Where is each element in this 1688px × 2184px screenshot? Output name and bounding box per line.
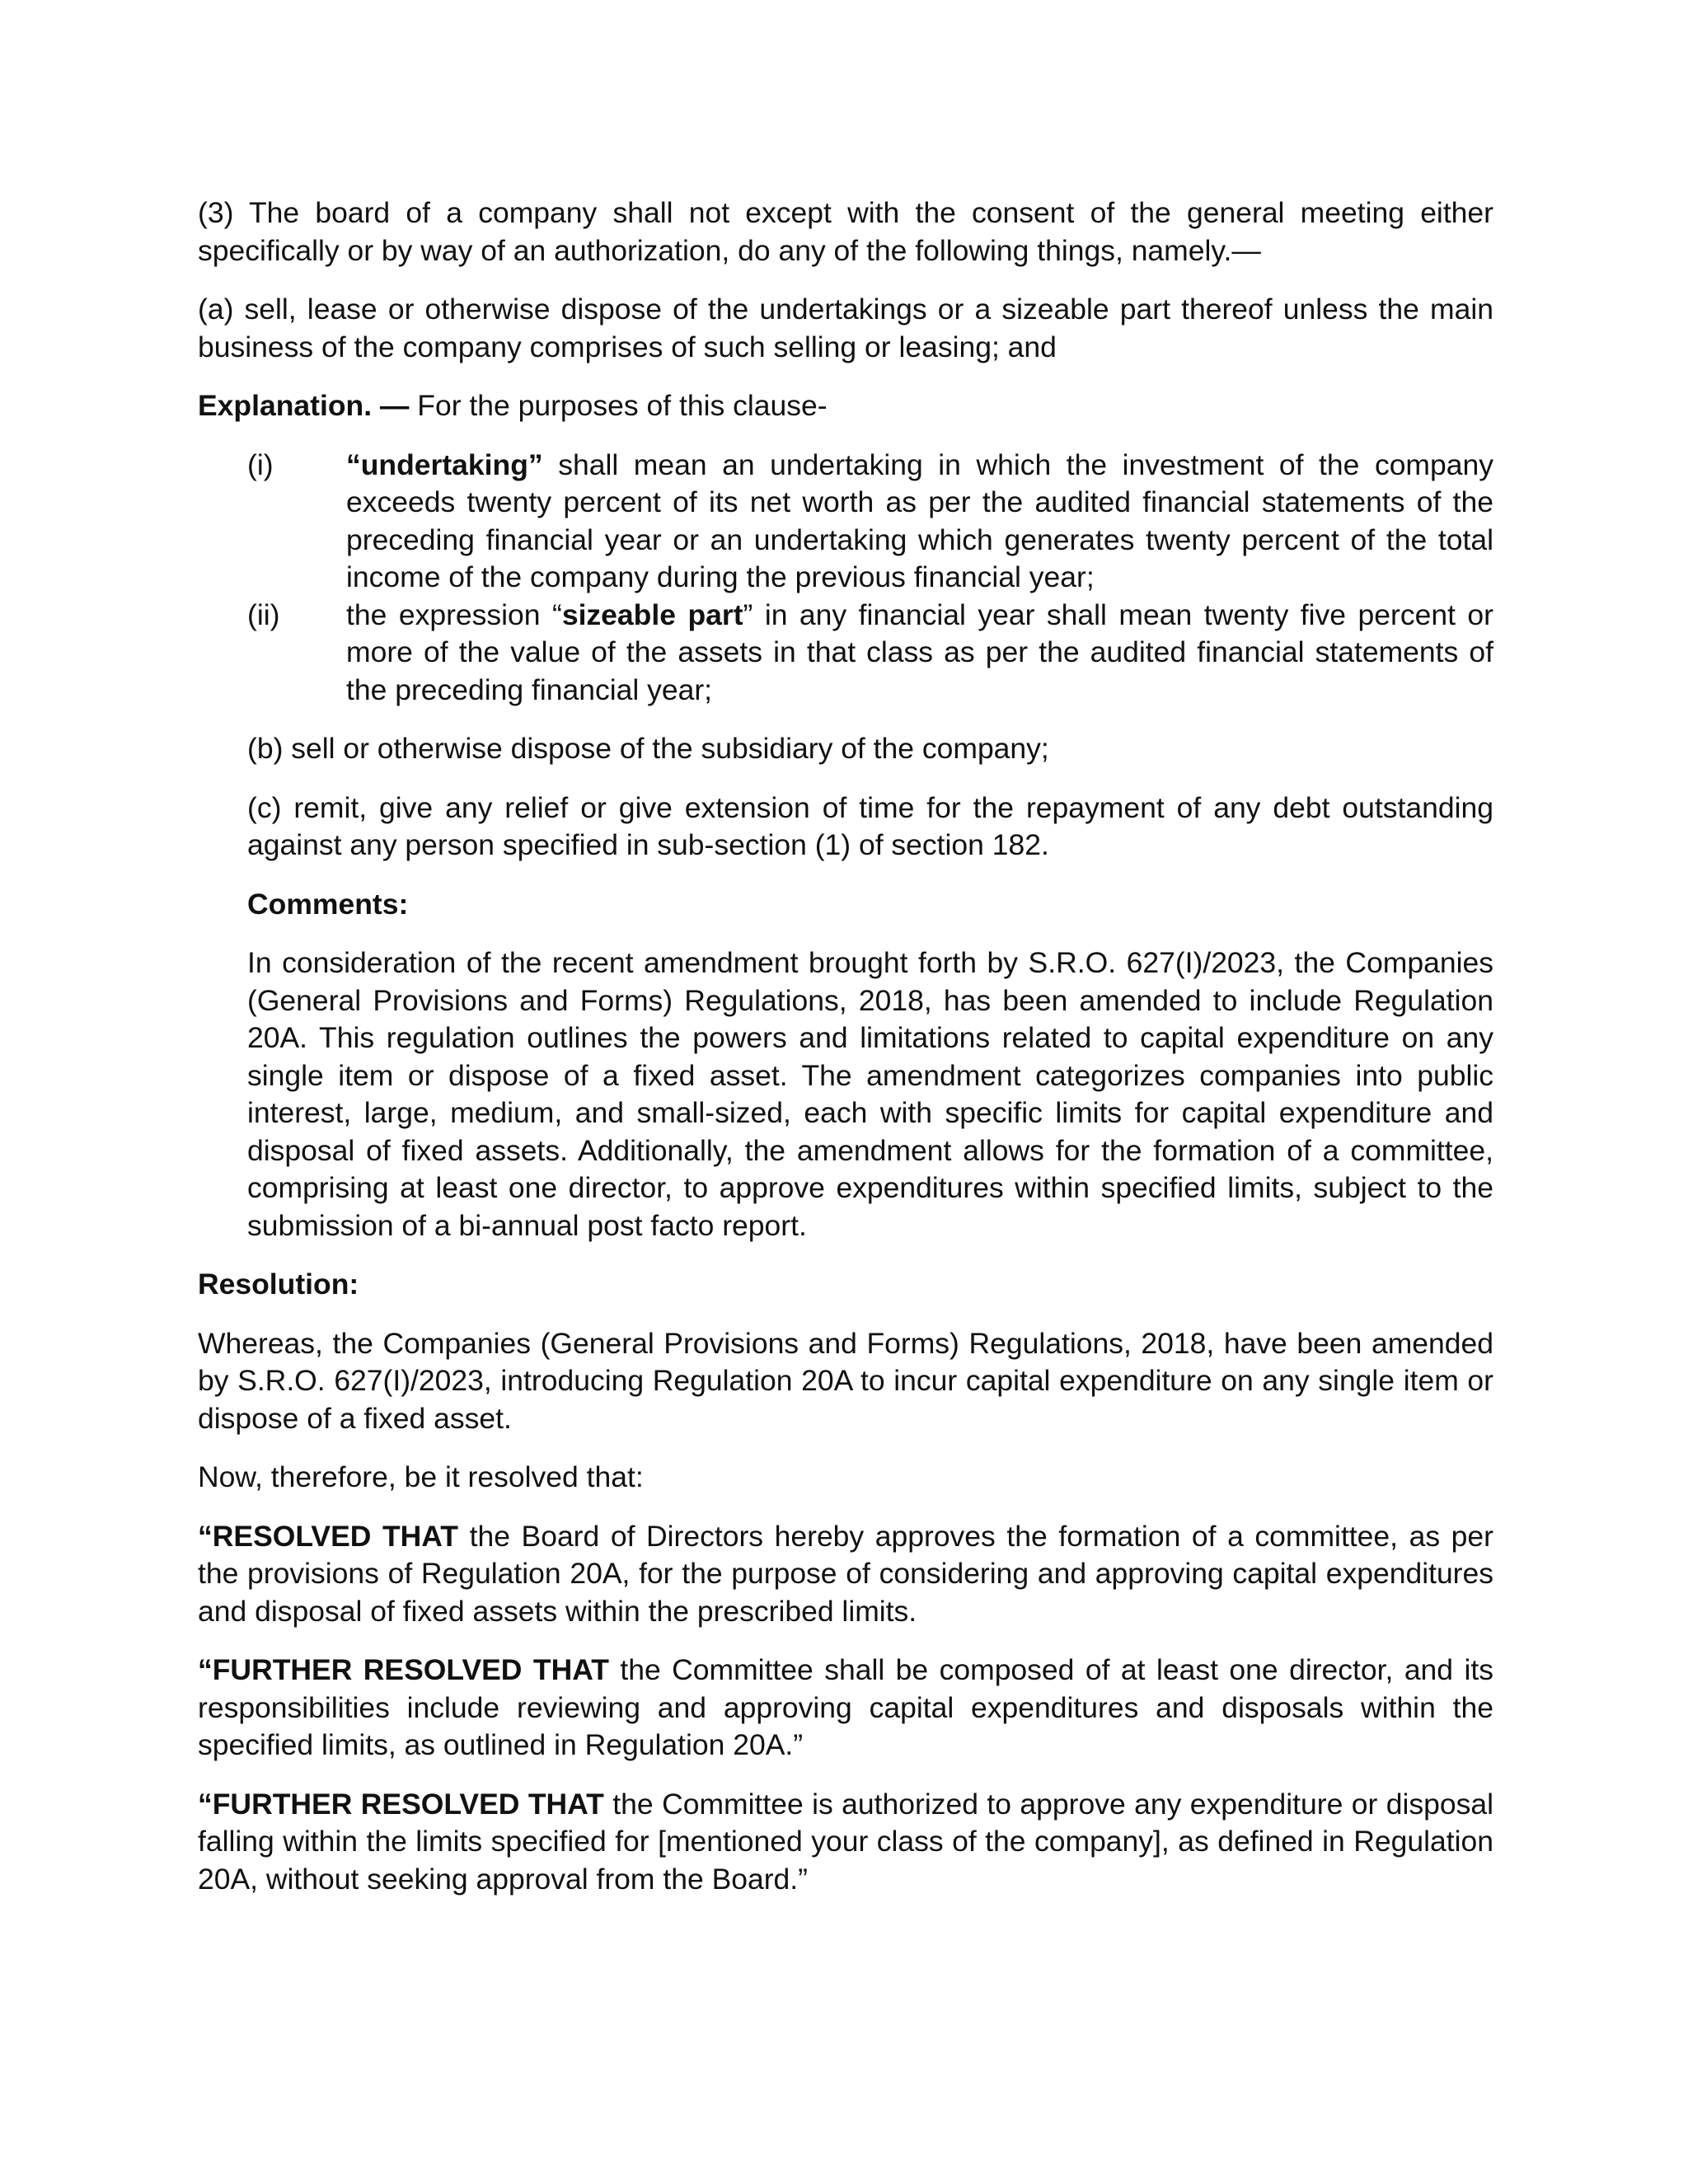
paragraph-3: (3) The board of a company shall not except with the consent of the general meeting either specifically or by way of an authorization, do any of the following things, namely.— [198,196,1493,267]
list-item-definition: shall mean an undertaking in which the investment of the company exceeds twenty percent of its net worth as per the audited financial statements of the preceding financial year or an undertaking which generates twenty percent of the total income of the company during the previous financial year; [346,448,1493,593]
resolved-paragraph-3 [198,1786,1493,1899]
explanation-text: For the purposes of this clause- [409,389,828,422]
resolved-paragraph-1 [198,1518,1493,1631]
comments-heading [247,886,1493,924]
list-item-number: (ii) [247,598,280,631]
comments-text: In consideration of the recent amendment brought forth by S.R.O. 627(I)/2023, the Companies (General Provisions and Forms) Regulations, 2018, has been amended to include Regulation 20A. This regulation outlines the powers and limitations related to capital expenditure on any single item or dispose of a fixed asset. The amendment categorizes companies into public interest, large, medium, and small-sized, each with specific limits for capital expenditure and disposal of fixed assets. Additionally, the amendment allows for the formation of a committee, comprising at least one director, to approve expenditures within specified limits, subject to the submission of a bi-annual post facto report. [247,946,1493,1242]
list-item-number: (i) [247,448,274,481]
term-sizeable-part: sizeable part [561,598,743,631]
resolved-text: the Committee is authorized to approve any expenditure or disposal falling within the limits specified for [mentioned your class of the company], as defined in Regulation 20A, without seeking approval from the Board.” [198,1787,1493,1896]
list-item-definition: ” in any financial year shall mean twenty five percent or more of the value of the assets in that class as per the audited financial statements of the preceding financial year; [346,598,1493,706]
resolved-paragraph-2 [198,1652,1493,1765]
term-undertaking: “undertaking” [346,448,543,481]
now-therefore-paragraph: Now, therefore, be it resolved that: [198,1460,644,1493]
resolved-text: the Board of Directors hereby approves the formation of a committee, as per the provisions of Regulation 20A, for the purpose of considering and approving capital expenditures and disposal of fixed assets within the prescribed limits. [198,1519,1493,1628]
clause-c: (c) remit, give any relief or give extension of time for the repayment of any debt outstanding against any person specified in sub-section (1) of section 182. [247,790,1493,861]
list-item-text [346,447,1493,597]
explanation-list [198,447,1493,710]
resolved-label: “FURTHER RESOLVED THAT [198,1653,609,1686]
list-item-text [346,597,1493,710]
list-item-prefix: the expression “ [346,598,562,631]
whereas-paragraph: Whereas, the Companies (General Provisions and Forms) Regulations, 2018, have been amended by S.R.O. 627(I)/2023, introducing Regulation 20A to incur capital expenditure on any single item or dispose of a fixed asset. [198,1326,1493,1435]
resolved-label: “RESOLVED THAT [198,1519,458,1553]
resolution-heading-text: Resolution: [198,1268,359,1301]
clause-a: (a) sell, lease or otherwise dispose of the undertakings or a sizeable part thereof unless the main business of the company comprises of such selling or leasing; and [198,293,1493,363]
resolved-text: the Committee shall be composed of at least one director, and its responsibilities include reviewing and approving capital expenditures and disposals within the specified limits, as outlined in Regulation 20A.” [198,1653,1493,1761]
comments-heading-text: Comments: [247,887,409,921]
resolved-label: “FURTHER RESOLVED THAT [198,1787,604,1821]
resolution-heading [198,1266,1493,1304]
list-item [198,597,1493,710]
explanation-paragraph [198,387,1493,425]
explanation-label: Explanation. — [198,389,410,422]
clause-b: (b) sell or otherwise dispose of the subsidiary of the company; [247,732,1049,765]
document-page [198,194,1493,1898]
list-item [198,447,1493,597]
